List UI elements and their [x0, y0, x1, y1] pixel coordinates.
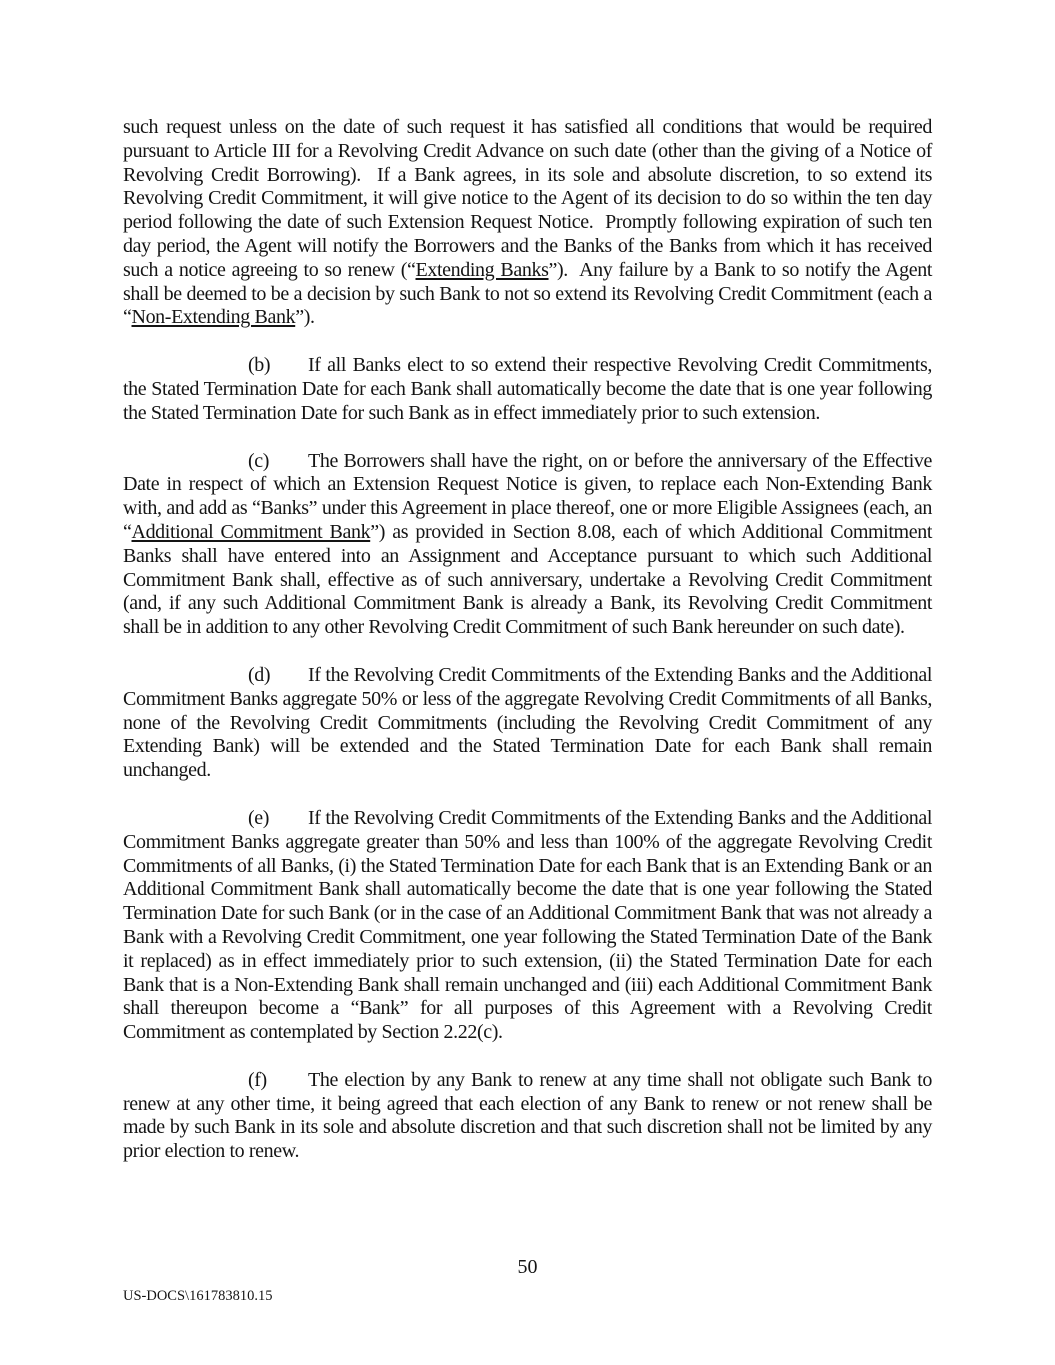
paragraph-d-label: (d) — [248, 663, 271, 686]
paragraph-f-text: The election by any Bank to renew at any time shall not obligate such Bank to renew at any other time, it being agreed that each election of any Bank to renew or not renew shall be made by such Bank in its sole and absolute discretion and that such discretion shall not be limited by any prior election to renew. — [123, 1068, 937, 1163]
paragraph-intro-continuation — [123, 116, 937, 330]
text-run: ”). Any failure by a Bank to so notify the Agent shall be deemed to be a decision by such Bank to not so extend its Revolving Credit Commitment (each a “ — [123, 258, 937, 329]
paragraph-b-label: (b) — [248, 354, 271, 377]
paragraph-f — [123, 1068, 937, 1164]
paragraph-b — [123, 354, 937, 425]
paragraph-c — [123, 449, 937, 640]
document-body — [123, 116, 937, 1164]
paragraph-e-text: If the Revolving Credit Commitments of the Extending Banks and the Additional Commitment Banks aggregate greater than 50% and less than 100% of the aggregate Revolving Credit Commitments of all Banks, (i) the Stated Termination Date for each Bank that is an Extending Bank or an Additional Commitment Bank shall automatically become the date that is one year following the Stated Termination Date for such Bank (or in the case of an Additional Commitment Bank that was not already a Bank with a Revolving Credit Commitment, one year following the Stated Termination Date of the Bank it replaced) as in effect immediately prior to such extension, (ii) the Stated Termination Date for each Bank that is a Non-Extending Bank shall remain unchanged and (iii) each Additional Commitment Bank shall thereupon become a “Bank” for all purposes of this Agreement with a Revolving Credit Commitment as contemplated by Section 2.22(c). — [123, 806, 937, 1044]
text-run: The Borrowers shall have the right, on or before the anniversary of the Effective Date in respect of which an Extension Request Notice is given, to replace each Non-Extending Bank with, and add as “Banks” under this Agreement in place thereof, one or more Eligible Assignees (each, an “ — [123, 449, 937, 543]
paragraph-f-label: (f) — [248, 1068, 267, 1091]
defined-term-non-extending-bank: Non-Extending Bank — [131, 306, 296, 329]
footer-doc-reference: US-DOCS\161783810.15 — [123, 1288, 273, 1304]
paragraph-d — [123, 663, 937, 783]
defined-term-extending-banks: Extending Banks — [415, 258, 549, 281]
paragraph-d-text: If the Revolving Credit Commitments of the Extending Banks and the Additional Commitment Banks aggregate 50% or less of the aggregate Revolving Credit Commitments of all Banks, none of the Revolving Credit Commitments (including the Revolving Credit Commitment of any Extending Bank) will be extended and the Stated Termination Date for each Bank shall remain unchanged. — [123, 663, 937, 782]
text-run: ”) as provided in Section 8.08, each of which Additional Commitment Banks shall have entered into an Assignment and Acceptance pursuant to which such Additional Commitment Bank shall, effective as of such anniversary, undertake a Revolving Credit Commitment (and, if any such Additional Commitment Bank is already a Bank, its Revolving Credit Commitment shall be in addition to any other Revolving Credit Commitment of such Bank hereunder on such date). — [123, 520, 937, 639]
paragraph-e-label: (e) — [248, 806, 270, 829]
text-run: ”). — [295, 306, 315, 329]
paragraph-e — [123, 806, 937, 1045]
text-run: such request unless on the date of such request it has satisfied all conditions that would be required pursuant to Article III for a Revolving Credit Advance on such date (other than the giving of a Notice of Revolving Credit Borrowing). If a Bank agrees, in its sole and absolute discretion, to so extend its Revolving Credit Commitment, it will give notice to the Agent of its decision to do so within the ten day period following the date of such Extension Request Notice. Promptly following expiration of such ten day period, the Agent will notify the Borrowers and the Banks of the Banks from which it has received such a notice agreeing to so renew (“ — [123, 116, 937, 281]
page-number: 50 — [517, 1256, 538, 1278]
paragraph-c-label: (c) — [248, 449, 270, 472]
defined-term-additional-commitment-bank: Additional Commitment Bank — [131, 520, 371, 543]
paragraph-b-text: If all Banks elect to so extend their respective Revolving Credit Commitments, the Stated Termination Date for each Bank shall automatically become the date that is one year following the Stated Termination Date for such Bank as in effect immediately prior to such extension. — [123, 354, 937, 424]
